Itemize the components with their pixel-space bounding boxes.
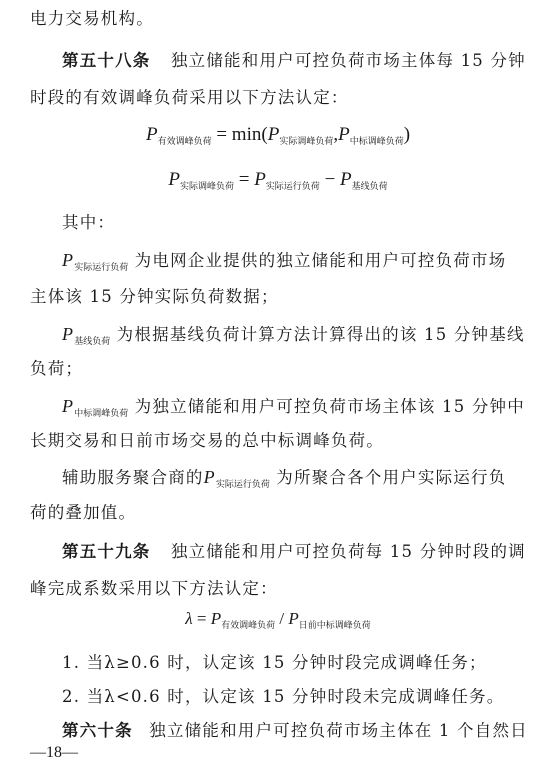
math-subscript: 实际运行负荷 <box>215 480 270 490</box>
text: 1. 当λ≥0.6 时，认定该 15 分钟时段完成调峰任务； <box>62 653 487 672</box>
math-operator: , <box>333 124 339 145</box>
math-operator: ) <box>403 124 411 145</box>
text: 荷的叠加值。 <box>30 503 137 522</box>
article-60-heading <box>62 720 530 742</box>
paragraph-line <box>30 502 530 524</box>
math-symbol: P <box>210 609 222 628</box>
text: 独立储能和用户可控负荷市场主体每 15 分钟 <box>170 51 526 70</box>
definition-baseline-load <box>62 323 530 353</box>
article-number: 第五十九条 <box>62 542 151 561</box>
math-operator: = <box>192 609 211 628</box>
text: 负荷； <box>30 359 84 378</box>
text: 时段的有效调峰负荷采用以下方法认定： <box>30 88 349 107</box>
math-subscript: 实际运行负荷 <box>265 181 320 191</box>
text: 其中： <box>62 213 116 232</box>
equation-actual-peak-load <box>0 168 556 198</box>
math-symbol: P <box>340 169 352 190</box>
article-number: 第五十八条 <box>62 51 151 70</box>
text: 长期交易和日前市场交易的总中标调峰负荷。 <box>30 431 384 450</box>
math-symbol: P <box>267 124 280 145</box>
text: 为所聚合各个用户实际运行负 <box>276 468 507 487</box>
text: 2. 当λ<0.6 时，认定该 15 分钟时段未完成调峰任务。 <box>62 687 505 706</box>
text: 辅助服务聚合商的 <box>62 468 204 487</box>
paragraph-line <box>62 466 530 496</box>
math-subscript: 中标调峰负荷 <box>74 409 129 419</box>
text: 独立储能和用户可控负荷每 15 分钟时段的调 <box>170 542 526 561</box>
math-symbol: P <box>203 467 216 487</box>
article-59-heading <box>62 541 530 563</box>
definition-bid-peak-load <box>62 395 530 425</box>
paragraph-line <box>30 578 530 600</box>
math-symbol: P <box>62 250 75 270</box>
math-symbol: P <box>62 396 75 416</box>
text: 峰完成系数采用以下方法认定： <box>30 579 278 598</box>
math-symbol: P <box>62 324 75 344</box>
math-subscript: 中标调峰负荷 <box>349 136 404 146</box>
math-operator: / <box>275 609 289 628</box>
math-operator: = min( <box>211 124 268 145</box>
paragraph-line <box>62 212 530 234</box>
math-subscript: 有效调峰负荷 <box>157 136 212 146</box>
paragraph-line <box>30 8 530 30</box>
paragraph-line <box>30 286 530 308</box>
math-subscript: 实际调峰负荷 <box>279 136 334 146</box>
math-operator: = <box>233 169 255 190</box>
text: 独立储能和用户可控负荷市场主体在 1 个自然日 <box>149 721 528 740</box>
equation-completion-coefficient <box>0 607 556 637</box>
text: 为独立储能和用户可控负荷市场主体该 15 分钟中 <box>134 397 525 416</box>
math-subscript: 有效调峰负荷 <box>221 620 276 630</box>
paragraph-line <box>30 87 530 109</box>
math-operator: − <box>319 169 341 190</box>
math-symbol: P <box>168 169 180 190</box>
equation-effective-peak-load <box>0 123 556 153</box>
text: 为根据基线负荷计算方法计算得出的该 15 分钟基线 <box>116 325 525 344</box>
text: 为电网企业提供的独立储能和用户可控负荷市场 <box>134 251 507 270</box>
math-subscript: 实际运行负荷 <box>74 263 129 273</box>
math-subscript: 基线负荷 <box>74 337 111 347</box>
math-symbol: P <box>145 124 158 145</box>
math-subscript: 基线负荷 <box>351 181 388 191</box>
paragraph-line <box>30 430 530 452</box>
text: 电力交易机构。 <box>30 9 154 28</box>
list-item <box>62 652 530 674</box>
math-subscript: 日前中标调峰负荷 <box>298 620 371 630</box>
page-number: —18— <box>30 744 78 761</box>
text: 主体该 15 分钟实际负荷数据； <box>30 287 279 306</box>
article-58-heading <box>62 50 530 72</box>
math-symbol: P <box>254 169 266 190</box>
article-number: 第六十条 <box>62 721 133 740</box>
math-subscript: 实际调峰负荷 <box>179 181 234 191</box>
math-symbol: λ <box>185 609 193 628</box>
paragraph-line <box>30 358 530 380</box>
math-symbol: P <box>288 609 299 628</box>
list-item <box>62 686 530 708</box>
math-symbol: P <box>338 124 350 145</box>
definition-actual-run-load <box>62 249 530 279</box>
